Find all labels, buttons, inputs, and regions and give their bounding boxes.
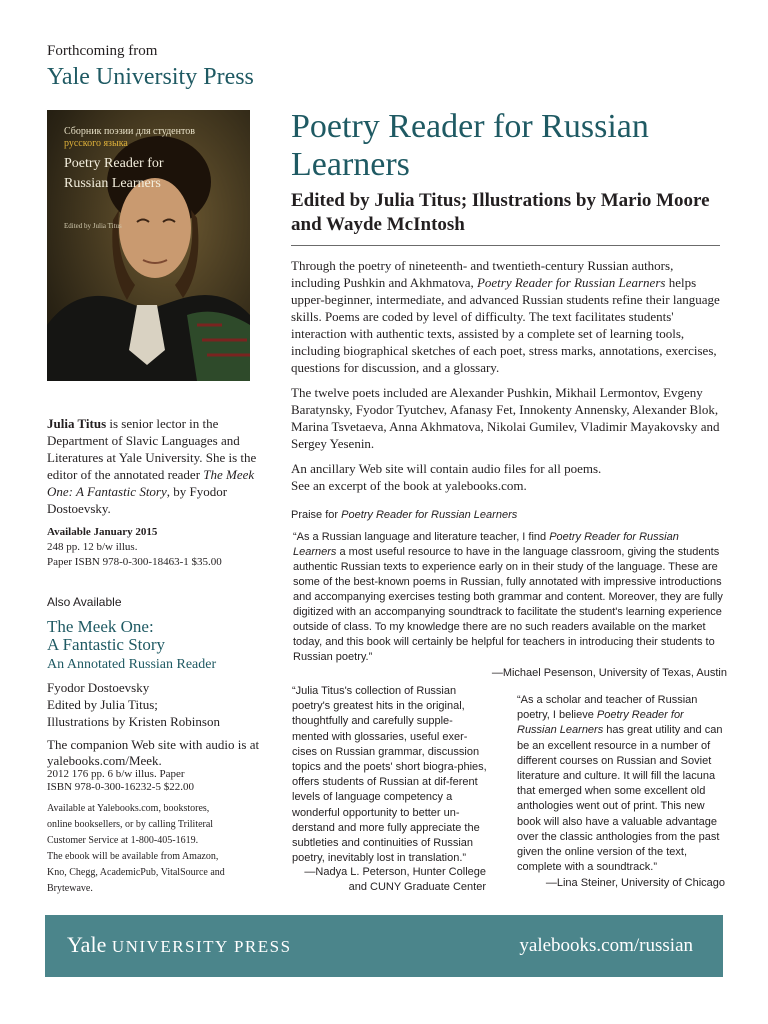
- description-paragraph-2: The twelve poets included are Alexander Pushkin, Mikhail Lermontov, Evgeny Baratynsky, Fyodor Tyutchev, Afanasy Fet, Innokenty Annensky, Alexander Blok, Marina Tsvetaeva, Anna Akhmatova, Nikolai Gumilev, Vladimir Mayakovsky and Sergey Yesenin.: [291, 385, 720, 451]
- author-name: Julia Titus: [47, 416, 107, 431]
- book-title: Poetry Reader for Russian Learners: [291, 108, 649, 183]
- portrait-illustration: [47, 110, 250, 381]
- praise-heading: Praise for Poetry Reader for Russian Learners: [291, 509, 518, 521]
- praise-attribution-1: —Michael Pesenson, University of Texas, Austin: [491, 667, 727, 679]
- also-available-label: Also Available: [47, 595, 122, 609]
- related-book-subtitle: An Annotated Russian Reader: [47, 657, 217, 672]
- author-bio: Julia Titus is senior lector in the Department of Slavic Languages and Literatures at Yale University. She is the editor of the annotated reader The Meek One: A Fantastic Story, by Fyodor Dostoevsky.: [47, 416, 257, 516]
- book-cover-image: [47, 110, 250, 381]
- related-book-website: The companion Web site with audio is at yalebooks.com/Meek.: [47, 737, 260, 768]
- book-description: [291, 257, 723, 502]
- cover-russian-subtitle: русского языка: [64, 138, 128, 149]
- related-book-credits: Fyodor Dostoevsky Edited by Julia Titus; Illustrations by Kristen Robinson: [47, 680, 220, 729]
- cover-russian-title: Сборник поэзии для студентов: [64, 126, 195, 137]
- cover-title-line2: Russian Learners: [64, 176, 161, 191]
- isbn-price: Paper ISBN 978-0-300-18463-1 $35.00: [47, 556, 222, 568]
- publisher-name: Yale University Press: [47, 64, 254, 90]
- footer-logo: Yale UNIVERSITY PRESS: [67, 932, 292, 957]
- divider: [291, 245, 720, 246]
- availability-info: Available at Yalebooks.com, bookstores, online booksellers, or by calling Triliteral Customer Service at 1-800-405-1619. The ebook will be available from Amazon, Kno, Chegg, AcademicPub, VitalSource and Brytewave.: [47, 803, 225, 894]
- related-book-title: The Meek One: A Fantastic Story: [47, 617, 166, 654]
- cover-editor: Edited by Julia Titus: [64, 222, 122, 230]
- footer-banner: [45, 915, 723, 977]
- cover-title-line1: Poetry Reader for: [64, 156, 164, 171]
- related-book-details: 2012 176 pp. 6 b/w illus. Paper ISBN 978-0-300-16232-5 $22.00: [47, 768, 194, 793]
- praise-quote-3: “As a scholar and teacher of Russian poetry, I believe Poetry Reader for Russian Learners has great utility and can be an excellent resource in a number of different courses on Russian and Soviet literature and culture. It will fill the lacuna that emerged when some excellent old anthologies went out of print. This new book will also have a valuable advantage over the classic anthologies from the past given the online version of the text, complete with a soundtrack.”: [517, 694, 723, 874]
- book-editors: Edited by Julia Titus; Illustrations by Mario Moore and Wayde McIntosh: [291, 190, 710, 235]
- praise-quote-2: “Julia Titus's collection of Russian poetry's greatest hits in the original, thoughtfully and carefully supple-mented with glossaries, useful exer-cises on Russian grammar, discussion topics and the poets' short biogra-phies, offers students of Russian at dif-ferent levels of language competency a wonderful opportunity to better un-derstand and more fully appreciate the subtleties and continuities of Russian poetry, inevitably lost in translation.”: [292, 685, 487, 865]
- praise-attribution-3: —Lina Steiner, University of Chicago: [545, 877, 725, 889]
- footer-url-link[interactable]: yalebooks.com/russian: [519, 935, 693, 956]
- forthcoming-label: Forthcoming from: [47, 43, 158, 59]
- description-paragraph-3: An ancillary Web site will contain audio files for all poems. See an excerpt of the book at yalebooks.com.: [291, 461, 602, 493]
- praise-quote-1: “As a Russian language and literature teacher, I find Poetry Reader for Russian Learners a most useful resource to have in the language classroom, giving the students authentic Russian texts to experience early on in their study of the language. These are some of the best-known poems in Russian, fully annotated with impressive introductions and accompanying exercises testing both grammar and content. Moreover, they are fully digitized with an accompanying soundtrack to facilitate the student's learning experience outside of class. To my knowledge there are no such readers available on the market today, and this book will certainly be helpful for teachers in introducing their students to Russian poetry.”: [293, 531, 723, 663]
- description-paragraph-1: Through the poetry of nineteenth- and twentieth-century Russian authors, including Pushkin and Akhmatova, Poetry Reader for Russian Learners helps upper-beginner, intermediate, and advanced Russian students refine their language skills. Poems are coded by level of difficulty. The text facilitates students' interaction with authentic texts, assisted by a complete set of learning tools, including biographical sketches of each poet, stress marks, annotations, exercises, questions for discussion, and a glossary.: [291, 258, 720, 375]
- availability-date: Available January 2015: [47, 526, 158, 538]
- page-count: 248 pp. 12 b/w illus.: [47, 541, 138, 553]
- book-details: [47, 525, 267, 570]
- praise-attribution-2: —Nadya L. Peterson, Hunter College and CUNY Graduate Center: [304, 866, 486, 893]
